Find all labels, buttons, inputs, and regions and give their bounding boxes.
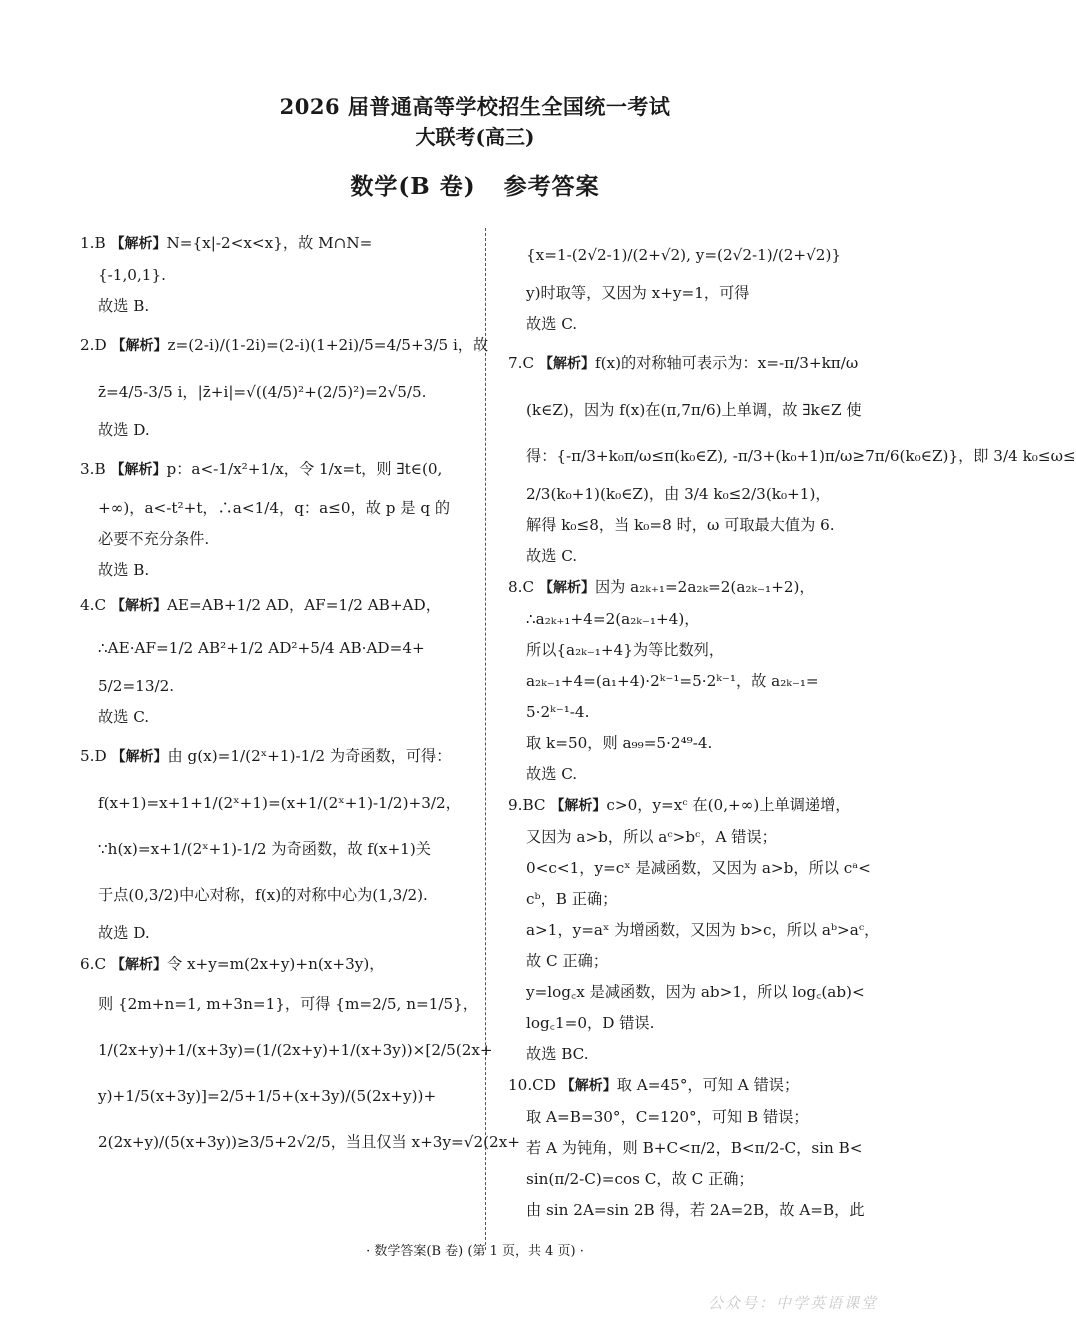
answer-text: 故 C 正确； — [526, 952, 609, 970]
answer-line — [80, 260, 462, 291]
answer-text: 所以{a₂ₖ₋₁+4}为等比数列， — [526, 641, 725, 659]
answer-line — [80, 826, 462, 872]
exam-subtitle: 大联考(高三) — [415, 125, 535, 149]
answer-text: z=(2-i)/(1-2i)=(2-i)(1+2i)/5=4/5+3/5 i，故 — [167, 336, 489, 354]
answer-text: 2/3(k₀+1)(k₀∈Z)，由 3/4 k₀≤2/3(k₀+1)， — [526, 485, 831, 503]
answer-text: 又因为 a>b，所以 aᶜ>bᶜ，A 错误； — [526, 828, 777, 846]
answer-line — [508, 822, 876, 853]
answer-line — [80, 291, 462, 322]
page-header — [0, 92, 950, 201]
right-column — [508, 232, 1076, 1226]
answer-line — [508, 1008, 876, 1039]
analysis-tag: 【解析】 — [110, 957, 167, 973]
answer-text: 1/(2x+y)+1/(x+3y)=(1/(2x+y)+1/(x+3y))×[2/5(2x+ — [98, 1041, 493, 1059]
analysis-tag: 【解析】 — [538, 356, 595, 372]
answer-text: 取 A=45°，可知 A 错误； — [616, 1076, 800, 1094]
answer-number: 5.D — [80, 747, 112, 765]
answer-number: 6.C — [80, 955, 111, 973]
answer-text: 5/2=13/2. — [98, 677, 175, 695]
answer-text: 令 x+y=m(2x+y)+n(x+3y)， — [166, 955, 385, 973]
answer-text: 则 {2m+n=1, m+3n=1}，可得 {m=2/5, n=1/5}， — [98, 995, 478, 1013]
watermark: 公众号：中学英语课堂 — [707, 1294, 878, 1312]
analysis-tag: 【解析】 — [111, 338, 168, 354]
answer-line — [80, 1119, 520, 1165]
answer-number: 1.B — [80, 234, 111, 252]
answer-text: {x=1-(2√2-1)/(2+√2), y=(2√2-1)/(2+√2)} — [526, 246, 842, 264]
answer-text: 于点(0,3/2)中心对称，f(x)的对称中心为(1,3/2). — [98, 886, 428, 904]
answer-line — [508, 1195, 876, 1226]
answer-text: 解得 k₀≤8，当 k₀=8 时，ω 可取最大值为 6. — [526, 516, 835, 534]
answer-line — [80, 446, 462, 493]
answer-text: 故选 B. — [98, 561, 150, 579]
answer-number: 4.C — [80, 596, 111, 614]
answer-line — [508, 666, 876, 697]
analysis-tag: 【解析】 — [110, 236, 167, 252]
answer-text: 故选 BC. — [526, 1045, 589, 1063]
answer-line — [508, 1164, 876, 1195]
answer-text: a>1，y=aˣ 为增函数，又因为 b>c，所以 aᵇ>aᶜ， — [526, 921, 880, 939]
answer-line — [80, 524, 462, 555]
answer-text: 取 A=B=30°，C=120°，可知 B 错误； — [526, 1108, 809, 1126]
answer-number: 9.BC — [508, 796, 551, 814]
answers-label: 参考答案 — [503, 173, 600, 200]
answer-text: AE=AB+1/2 AD，AF=1/2 AB+AD， — [166, 596, 441, 614]
answer-line — [80, 733, 462, 780]
answer-text: 故选 C. — [526, 547, 578, 565]
answer-line — [80, 322, 489, 369]
answer-text: f(x)的对称轴可表示为：x=-π/3+kπ/ω — [594, 354, 859, 372]
answer-text: 得：{-π/3+k₀π/ω≤π(k₀∈Z), -π/3+(k₀+1)π/ω≥7π/6(k₀∈Z)}，即 3/4 k₀≤ω≤ — [526, 447, 1076, 465]
answer-text: (k∈Z)，因为 f(x)在(π,7π/6)上单调，故 ∃k∈Z 使 — [526, 401, 862, 419]
answer-line — [80, 780, 462, 826]
answer-line — [508, 759, 876, 790]
answer-item — [508, 232, 876, 340]
answer-line — [80, 872, 462, 918]
answer-text: 2(2x+y)/(5(x+3y))≥3/5+2√2/5，当且仅当 x+3y=√2(2x+ — [98, 1133, 520, 1151]
answer-line — [508, 915, 880, 946]
answer-text: 故选 B. — [98, 297, 150, 315]
column-divider — [485, 228, 486, 1250]
analysis-tag: 【解析】 — [110, 462, 167, 478]
answer-text: y)时取等，又因为 x+y=1，可得 — [526, 284, 750, 302]
left-column — [80, 228, 520, 1165]
answer-line — [80, 625, 462, 671]
answer-text: {-1,0,1}. — [98, 266, 166, 284]
answer-line — [508, 790, 876, 822]
answer-line — [80, 918, 462, 949]
analysis-tag: 【解析】 — [550, 798, 607, 814]
answer-line — [508, 635, 876, 666]
answer-item — [80, 446, 462, 586]
answer-line — [80, 702, 462, 733]
answer-line — [508, 340, 876, 387]
answer-text: 故选 C. — [526, 315, 578, 333]
page-footer: · 数学答案(B 卷) (第 1 页，共 4 页) · — [366, 1244, 584, 1259]
answer-text: 故选 D. — [98, 421, 150, 439]
answer-text: N={x|-2<x<x}，故 M∩N= — [166, 234, 373, 252]
answer-line — [508, 604, 876, 635]
answer-text: 取 k=50，则 a₉₉=5·2⁴⁹-4. — [526, 734, 713, 752]
analysis-tag: 【解析】 — [111, 749, 168, 765]
answer-number: 8.C — [508, 578, 539, 596]
answer-text: ∵h(x)=x+1/(2ˣ+1)-1/2 为奇函数，故 f(x+1)关 — [98, 840, 431, 858]
answer-item — [80, 228, 462, 322]
answer-item — [508, 1070, 876, 1226]
answer-number: 10.CD — [508, 1076, 561, 1094]
answer-line — [508, 1133, 876, 1164]
answer-text: p：a<-1/x²+1/x，令 1/x=t，则 ∃t∈(0, — [166, 460, 443, 478]
answer-text: 若 A 为钝角，则 B+C<π/2，B<π/2-C，sin B< — [526, 1139, 863, 1157]
answer-line — [508, 572, 876, 604]
answer-line — [80, 586, 462, 625]
answer-line — [508, 1070, 876, 1102]
answer-line — [508, 884, 876, 915]
answer-item — [80, 586, 462, 733]
answer-line — [80, 415, 462, 446]
answer-line — [80, 228, 462, 260]
answer-text: ∴a₂ₖ₊₁+4=2(a₂ₖ₋₁+4)， — [526, 610, 700, 628]
answer-text: a₂ₖ₋₁+4=(a₁+4)·2ᵏ⁻¹=5·2ᵏ⁻¹，故 a₂ₖ₋₁= — [526, 672, 819, 690]
answer-text: +∞)，a<-t²+t，∴a<1/4，q：a≤0，故 p 是 q 的 — [98, 499, 451, 517]
answer-item — [80, 949, 520, 1165]
answer-number: 7.C — [508, 354, 539, 372]
answer-line — [80, 981, 478, 1027]
answer-line — [80, 1027, 493, 1073]
answer-text: 0<c<1，y=cˣ 是减函数，又因为 a>b，所以 cᵃ< — [526, 859, 871, 877]
answer-line — [508, 387, 876, 433]
answer-text: log꜀1=0，D 错误. — [526, 1014, 655, 1032]
answer-number: 2.D — [80, 336, 112, 354]
answer-line — [508, 479, 876, 510]
answer-line — [508, 309, 876, 340]
answer-text: f(x+1)=x+1+1/(2ˣ+1)=(x+1/(2ˣ+1)-1/2)+3/2， — [98, 794, 461, 812]
answer-line — [80, 949, 462, 981]
answer-line — [508, 1102, 876, 1133]
subject-label: 数学(B 卷) — [350, 173, 476, 200]
answer-text: ∴AE·AF=1/2 AB²+1/2 AD²+5/4 AB·AD=4+ — [98, 639, 425, 657]
answer-item — [80, 322, 489, 446]
answer-line — [80, 555, 462, 586]
answer-line — [508, 541, 876, 572]
answer-text: 故选 D. — [98, 924, 150, 942]
answer-text: 由 g(x)=1/(2ˣ+1)-1/2 为奇函数，可得： — [167, 747, 452, 765]
answer-item — [508, 340, 1076, 572]
answer-text: cᵇ，B 正确； — [526, 890, 618, 908]
answer-text: 因为 a₂ₖ₊₁=2a₂ₖ=2(a₂ₖ₋₁+2)， — [594, 578, 815, 596]
answer-line — [508, 728, 876, 759]
answer-line — [80, 369, 462, 415]
answer-line — [508, 510, 876, 541]
answer-item — [508, 790, 880, 1070]
exam-title: 2026 届普通高等学校招生全国统一考试 — [279, 94, 671, 119]
subject-heading — [0, 168, 950, 201]
answer-line — [80, 1073, 462, 1119]
answer-line — [80, 493, 462, 524]
answer-text: 必要不充分条件. — [98, 530, 210, 548]
answer-text: z̄=4/5-3/5 i，|z̄+i|=√((4/5)²+(2/5)²)=2√5/5. — [98, 383, 427, 401]
answer-line — [508, 697, 876, 728]
answer-line — [508, 853, 876, 884]
answer-line — [508, 977, 876, 1008]
answer-number: 3.B — [80, 460, 111, 478]
answer-line — [80, 671, 462, 702]
analysis-tag: 【解析】 — [538, 580, 595, 596]
answer-item — [508, 572, 876, 790]
answer-text: c>0，y=xᶜ 在(0,+∞)上单调递增， — [606, 796, 851, 814]
answer-text: 故选 C. — [98, 708, 150, 726]
answer-text: y)+1/5(x+3y)]=2/5+1/5+(x+3y)/(5(2x+y))+ — [98, 1087, 437, 1105]
answer-text: 故选 C. — [526, 765, 578, 783]
answer-text: sin(π/2-C)=cos C，故 C 正确； — [526, 1170, 754, 1188]
answer-line — [508, 433, 1076, 479]
answer-line — [508, 232, 876, 278]
answer-line — [508, 278, 876, 309]
answer-text: 5·2ᵏ⁻¹-4. — [526, 703, 590, 721]
answer-text: 由 sin 2A=sin 2B 得，若 2A=2B，故 A=B，此 — [526, 1201, 865, 1219]
answer-line — [508, 946, 876, 977]
answer-text: y=log꜀x 是减函数，因为 ab>1，所以 log꜀(ab)< — [526, 983, 865, 1001]
answer-item — [80, 733, 462, 949]
answer-line — [508, 1039, 876, 1070]
analysis-tag: 【解析】 — [560, 1078, 617, 1094]
analysis-tag: 【解析】 — [110, 598, 167, 614]
